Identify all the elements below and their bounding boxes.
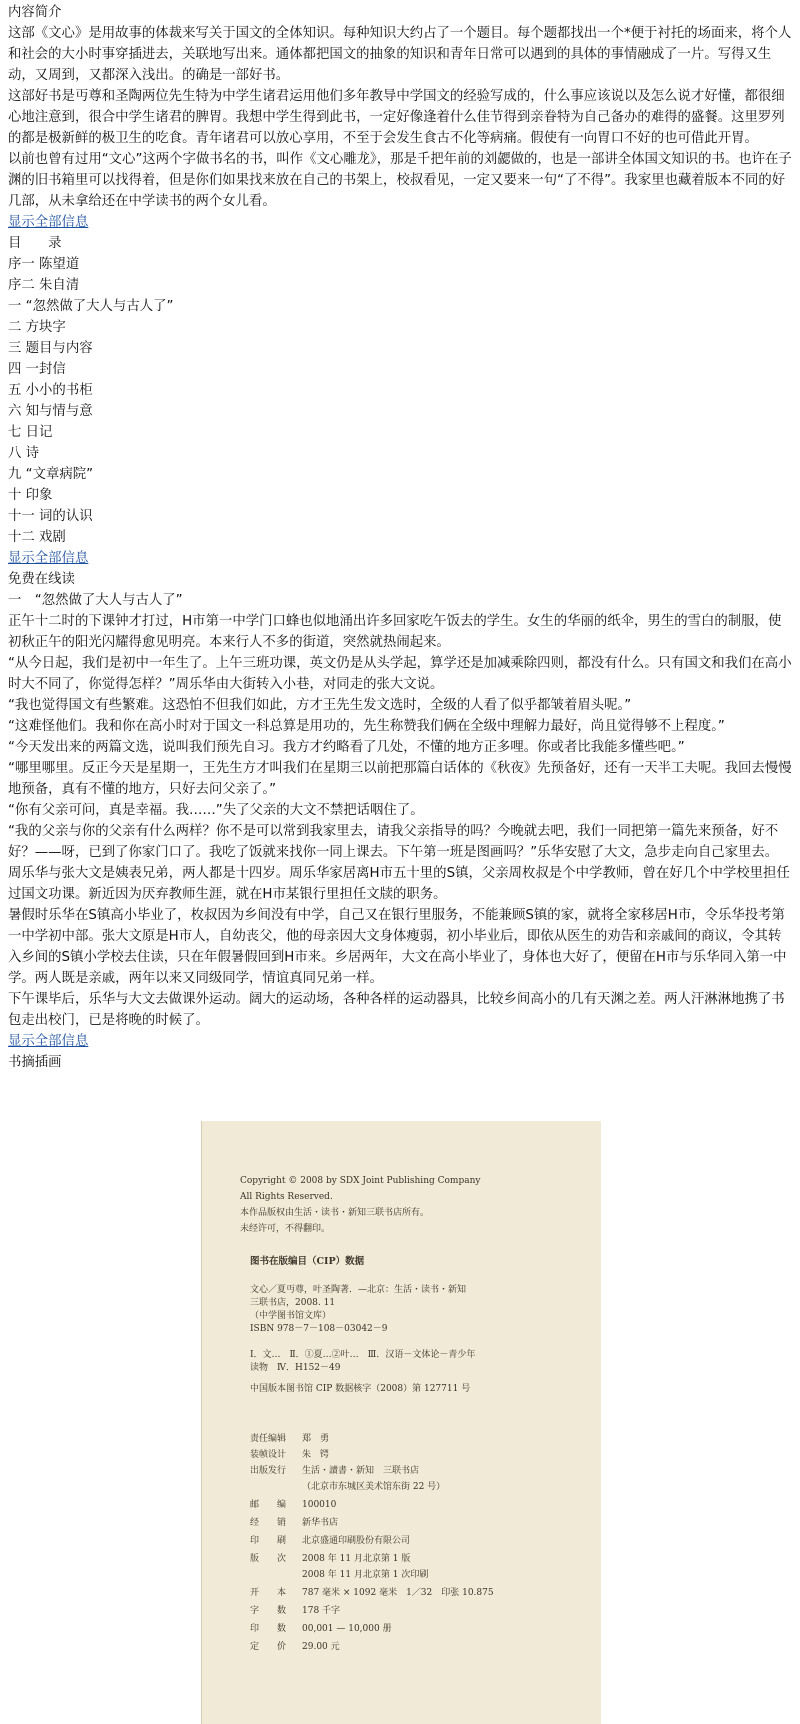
copyright-line: 本作品版权由生活・读书・新知三联书店所有。 [240, 1208, 430, 1218]
cip-line: ISBN 978－7－108－03042－9 [250, 1324, 388, 1334]
reading-paragraph: “这难怪他们。我和你在高小时对于国文一科总算是用功的，先生称赞我们俩在全级中理解力最好，尚且觉得够不上程度。” [8, 719, 725, 734]
intro-paragraph: 以前也曾有过用“文心”这两个字做书名的书，叫作《文心雕龙》，那是千把年前的刘勰做的，也是一部讲全体国文知识的书。也许在子渊的旧书箱里可以找得着，但是你们如果找来放在自己的书架上，校叔看见，一定又要来一句“了不得”。我家里也藏着版本不同的好几部，从未拿给还在中学读书的两个女儿看。 [8, 152, 792, 209]
cip-title: 图书在版编目（CIP）数据 [250, 1256, 365, 1267]
cip-line: Ⅰ．文… Ⅱ．①夏…②叶… Ⅲ．汉语－文体论－青少年 [250, 1350, 476, 1360]
cip-line: （中学图书馆文库） [250, 1311, 332, 1321]
credit-value: 2008 年 11 月北京第 1 次印刷 [302, 1570, 429, 1580]
toc-item: 序一 陈望道 [8, 257, 80, 272]
reading-paragraph: 周乐华与张大文是姨表兄弟，两人都是十四岁。周乐华家居离H市五十里的S镇，父亲周枚叔是个中学教师，曾在好几个中学校里担任过国文功课。新近因为厌弃教师生涯，就在H市某银行里担任文牍的职务。 [8, 866, 790, 902]
credit-label: 印 数 [250, 1624, 287, 1634]
illustration-heading: 书摘插画 [8, 1055, 62, 1070]
cip-line: 读物 Ⅳ．H152－49 [250, 1363, 341, 1373]
credit-value: 29.00 元 [302, 1642, 340, 1652]
copyright-page-scan [201, 1121, 601, 1724]
credit-label: 印 刷 [250, 1536, 287, 1546]
reading-paragraph: 正午十二时的下课钟才打过，H市第一中学门口蜂也似地涌出许多回家吃午饭去的学生。女生的华丽的纸伞，男生的雪白的制服，使初秋正午的阳光闪耀得愈见明亮。本来行人不多的街道，突然就热闹起来。 [8, 614, 782, 650]
toc-item: 十二 戏剧 [8, 530, 66, 545]
toc-item: 七 日记 [8, 425, 53, 440]
copyright-line: Copyright © 2008 by SDX Joint Publishing Company [240, 1176, 481, 1186]
credit-value: 生活・讀書・新知 三联书店 [302, 1466, 420, 1476]
cip-line: 文心／夏丏尊，叶圣陶著．—北京：生活・读书・新知 [250, 1285, 467, 1295]
credit-label: 经 销 [250, 1518, 287, 1528]
toc-item: 二 方块字 [8, 320, 66, 335]
toc-item: 八 诗 [8, 446, 40, 461]
credit-label: 版 次 [250, 1554, 287, 1564]
toc-item: 十一 词的认识 [8, 509, 93, 524]
copyright-page-image [201, 1121, 601, 1724]
reading-paragraph: “我的父亲与你的父亲有什么两样？你不是可以常到我家里去，请我父亲指导的吗？今晚就去吧，我们一同把第一篇先来预备，好不好？——呀，已到了你家门口了。我吃了饭就来找你一同上课去。下午第一班是图画吗？”乐华安慰了大文，急步走向自己家里去。 [8, 824, 779, 860]
intro-paragraph: 这部好书是丏尊和圣陶两位先生特为中学生诸君运用他们多年教导中学国文的经验写成的，什么事应该说以及怎么说才好懂，都很细心地注意到，很合中学生诸君的脾胃。我想中学生得到此书，一定好像逢着什么佳节得到亲眷特为自己备办的难得的盛餐。这里罗列的都是极新鲜的极卫生的吃食。青年诸君可以放心享用，不至于会发生食古不化等病痛。假使有一向胃口不好的也可借此开胃。 [8, 89, 785, 146]
intro-heading: 内容简介 [8, 5, 62, 20]
reading-paragraph: “我也觉得国文有些繁难。这恐怕不但我们如此，方才王先生发文选时，全级的人看了似乎都皱着眉头呢。” [8, 698, 632, 713]
credit-value: 2008 年 11 月北京第 1 版 [302, 1554, 411, 1564]
cip-line: 三联书店，2008. 11 [250, 1298, 336, 1308]
toc-heading: 目 录 [8, 236, 62, 251]
toc-item: 十 印象 [8, 488, 53, 503]
credit-value: 郑 勇 [302, 1434, 330, 1444]
toc-item: 三 题目与内容 [8, 341, 93, 356]
toc-item: 六 知与情与意 [8, 404, 93, 419]
copyright-line: All Rights Reserved. [240, 1192, 333, 1202]
copyright-line: 未经许可，不得翻印。 [240, 1224, 331, 1234]
credit-value: 新华书店 [302, 1518, 339, 1528]
intro-paragraph: 这部《文心》是用故事的体裁来写关于国文的全体知识。每种知识大约占了一个题目。每个题都找出一个*便于衬托的场面来，将个人和社会的大小时事穿插进去，关联地写出来。通体都把国文的抽象的知识和青年日常可以遇到的具体的事情融成了一片。写得又生动，又周到，又都深入浅出。的确是一部好书。 [8, 26, 792, 83]
reading-show-all-link[interactable]: 显示全部信息 [8, 1034, 89, 1049]
credit-label: 装帧设计 [250, 1450, 287, 1460]
toc-item: 一 “忽然做了大人与古人了” [8, 299, 174, 314]
toc-item: 五 小小的书柜 [8, 383, 93, 398]
book-detail-page [8, 2, 792, 1073]
credit-label: 责任编辑 [250, 1434, 287, 1444]
reading-paragraph: “从今日起，我们是初中一年生了。上午三班功课，英文仍是从头学起，算学还是加减乘除四则，都没有什么。只有国文和我们在高小时大不同了，你觉得怎样？”周乐华由大街转入小巷，对同走的张大文说。 [8, 656, 792, 692]
intro-show-all-link[interactable]: 显示全部信息 [8, 215, 89, 230]
credit-value: （北京市东城区美术馆东街 22 号） [302, 1482, 446, 1492]
cip-number: 中国版本图书馆 CIP 数据核字（2008）第 127711 号 [250, 1384, 471, 1394]
credit-label: 开 本 [250, 1588, 287, 1598]
toc-item: 序二 朱自清 [8, 278, 80, 293]
credit-value: 朱 锷 [302, 1450, 330, 1460]
reading-paragraph: “今天发出来的两篇文选，说叫我们预先自习。我方才约略看了几处，不懂的地方正多哩。你或者比我能多懂些吧。” [8, 740, 685, 755]
credit-label: 字 数 [250, 1606, 287, 1616]
credit-value: 787 毫米 × 1092 毫米 1／32 印张 10.875 [302, 1588, 494, 1598]
reading-paragraph: 暑假时乐华在S镇高小毕业了，枚叔因为乡间没有中学，自己又在银行里服务，不能兼顾S镇的家，就将全家移居H市，令乐华投考第一中学初中部。张大文原是H市人，自幼丧父，他的母亲因大文身体瘦弱，初小毕业后，即依从医生的劝告和亲戚间的商议，令其转入乡间的S镇小学校去住读，只在年假暑假回到H市来。乡居两年，大文在高小毕业了，身体也大好了，便留在H市与乐华同入第一中学。两人既是亲戚，两年以来又同级同学，情谊真同兄弟一样。 [8, 908, 787, 986]
reading-heading: 免费在线读 [8, 572, 75, 587]
reading-paragraph: “哪里哪里。反正今天是星期一，王先生方才叫我们在星期三以前把那篇白话体的《秋夜》先预备好，还有一天半工夫呢。我回去慢慢地预备，真有不懂的地方，只好去问父亲了。” [8, 761, 792, 797]
chapter-title: 一 “忽然做了大人与古人了” [8, 593, 183, 608]
reading-paragraph: 下午课毕后，乐华与大文去做课外运动。阔大的运动场，各种各样的运动器具，比较乡间高小的几有天渊之差。两人汗淋淋地携了书包走出校门，已是将晚的时候了。 [8, 992, 785, 1028]
reading-paragraph: “你有父亲可问，真是幸福。我……”失了父亲的大文不禁把话咽住了。 [8, 803, 424, 818]
toc-item: 四 一封信 [8, 362, 66, 377]
credit-value: 178 千字 [302, 1606, 341, 1616]
credit-value: 100010 [302, 1500, 337, 1510]
toc-show-all-link[interactable]: 显示全部信息 [8, 551, 89, 566]
credit-value: 00,001 — 10,000 册 [302, 1624, 392, 1634]
credit-label: 出版发行 [250, 1466, 287, 1476]
credit-label: 定 价 [250, 1642, 287, 1652]
credit-value: 北京盛通印刷股份有限公司 [302, 1536, 411, 1546]
credit-label: 邮 编 [250, 1500, 287, 1510]
toc-item: 九 “文章病院” [8, 467, 94, 482]
